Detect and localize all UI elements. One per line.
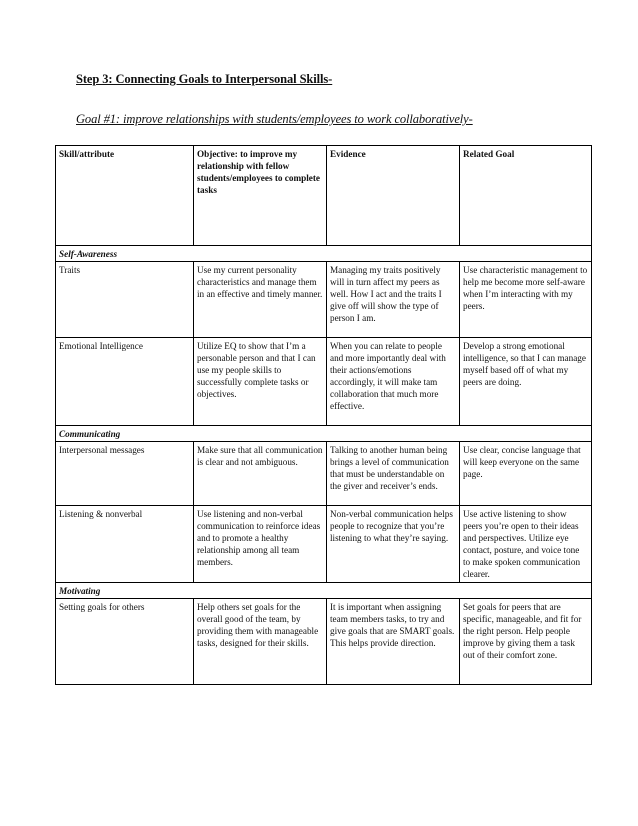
cell-related-goal: Use active listening to show peers you’re open to their ideas and perspectives. Utilize eye contact, posture, and voice tone to make spoken communication clearer. <box>460 506 592 583</box>
header-skill: Skill/attribute <box>56 146 194 246</box>
header-evidence: Evidence <box>327 146 460 246</box>
cell-related-goal: Develop a strong emotional intelligence, so that I can manage myself based off of what my peers are doing. <box>460 338 592 426</box>
cell-evidence: It is important when assigning team members tasks, to try and give goals that are SMART goals. This helps provide direction. <box>327 599 460 685</box>
section-row <box>56 426 592 442</box>
cell-evidence: Talking to another human being brings a level of communication that must be understandable on the giver and receiver’s ends. <box>327 442 460 506</box>
section-title-communicating: Communicating <box>56 426 592 442</box>
step-heading: Step 3: Connecting Goals to Interpersonal Skills- <box>76 72 333 86</box>
cell-evidence: Non-verbal communication helps people to recognize that you’re listening to what they’re saying. <box>327 506 460 583</box>
cell-skill: Setting goals for others <box>56 599 194 685</box>
cell-objective: Use my current personality characteristics and manage them in an effective and timely manner. <box>194 262 327 338</box>
cell-skill: Traits <box>56 262 194 338</box>
section-title-motivating: Motivating <box>56 583 592 599</box>
goal-heading: Goal #1: improve relationships with students/employees to work collaboratively- <box>76 112 473 126</box>
cell-related-goal: Use clear, concise language that will keep everyone on the same page. <box>460 442 592 506</box>
cell-evidence: Managing my traits positively will in turn affect my peers as well. How I act and the traits I give off will show the type of person I am. <box>327 262 460 338</box>
table-row <box>56 442 592 506</box>
table-row <box>56 506 592 583</box>
header-objective: Objective: to improve my relationship with fellow students/employees to complete tasks <box>194 146 327 246</box>
cell-objective: Utilize EQ to show that I’m a personable person and that I can use my people skills to successfully complete tasks or objectives. <box>194 338 327 426</box>
cell-evidence: When you can relate to people and more importantly deal with their actions/emotions accordingly, it will make tam collaboration that much more effective. <box>327 338 460 426</box>
cell-skill: Listening & nonverbal <box>56 506 194 583</box>
skills-table <box>55 145 592 685</box>
table-row <box>56 599 592 685</box>
section-title-self-awareness: Self-Awareness <box>56 246 592 262</box>
header-related-goal: Related Goal <box>460 146 592 246</box>
section-row <box>56 246 592 262</box>
cell-related-goal: Use characteristic management to help me become more self-aware when I’m interacting with my peers. <box>460 262 592 338</box>
header-row <box>56 146 592 246</box>
section-row <box>56 583 592 599</box>
cell-objective: Make sure that all communication is clear and not ambiguous. <box>194 442 327 506</box>
cell-skill: Interpersonal messages <box>56 442 194 506</box>
cell-skill: Emotional Intelligence <box>56 338 194 426</box>
cell-objective: Use listening and non-verbal communication to reinforce ideas and to promote a healthy relationship among all team members. <box>194 506 327 583</box>
cell-objective: Help others set goals for the overall good of the team, by providing them with manageable tasks, designed for their skills. <box>194 599 327 685</box>
table-row <box>56 338 592 426</box>
cell-related-goal: Set goals for peers that are specific, manageable, and fit for the right person. Help people improve by giving them a task out of their comfort zone. <box>460 599 592 685</box>
table-row <box>56 262 592 338</box>
